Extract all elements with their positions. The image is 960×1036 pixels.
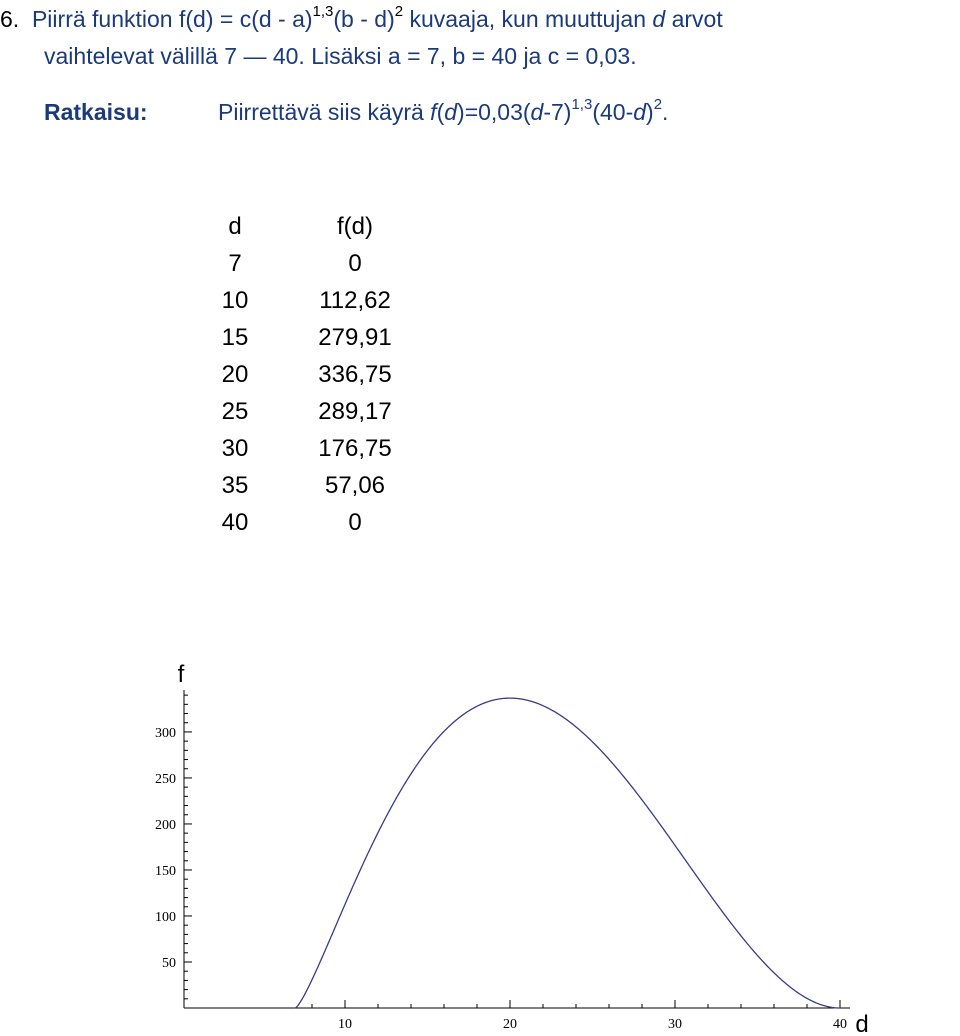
x-tick-label: 20 <box>503 1017 517 1032</box>
formula-d3: d <box>633 99 647 125</box>
cell-fd: 176,75 <box>318 435 392 462</box>
cell-d: 10 <box>221 287 249 314</box>
cell-d: 20 <box>221 361 249 388</box>
cell-fd: 279,91 <box>318 324 392 351</box>
problem-text-a: Piirrä funktion f(d) = c(d - a) <box>31 6 313 32</box>
formula-text-a: Piirrettävä siis käyrä <box>218 99 431 125</box>
solution-line <box>44 101 148 124</box>
cell-fd: 0 <box>348 509 362 536</box>
formula-exponent-2: 2 <box>653 96 663 113</box>
exponent-2: 2 <box>394 3 404 20</box>
formula-d1: d <box>444 99 458 125</box>
formula-exponent-1: 1,3 <box>571 96 593 113</box>
cell-d: 25 <box>221 398 249 425</box>
problem-line-1 <box>0 3 723 32</box>
function-curve <box>296 698 841 1008</box>
cell-d: 35 <box>221 472 249 499</box>
formula-f: f <box>430 99 437 125</box>
formula-text-i: . <box>662 99 669 125</box>
y-tick-label: 250 <box>155 771 176 787</box>
problem-text-b: (b - d) <box>333 6 395 32</box>
formula-text-b: ( <box>436 99 445 125</box>
cell-d: 30 <box>221 435 249 462</box>
cell-fd: 112,62 <box>319 287 391 314</box>
formula-text-c: )=0,03( <box>457 99 531 125</box>
cell-d: 40 <box>221 509 249 536</box>
cell-fd: 57,06 <box>324 472 386 499</box>
x-tick-label: 10 <box>338 1017 352 1032</box>
header-fd: f(d) <box>337 213 373 240</box>
formula-text-e: -7) <box>543 99 572 125</box>
formula-text-g: (40- <box>592 99 634 125</box>
formula-d2: d <box>530 99 544 125</box>
y-tick-label: 100 <box>155 909 176 925</box>
problem-text-d: arvot <box>665 6 723 32</box>
y-tick-label: 150 <box>155 863 176 879</box>
problem-text-c: kuvaaja, kun muuttujan <box>403 6 653 32</box>
cell-fd: 289,17 <box>318 398 392 425</box>
y-tick-label: 300 <box>155 725 176 741</box>
y-tick-label: 200 <box>155 817 176 833</box>
problem-variable: d <box>652 6 666 32</box>
cell-d: 15 <box>221 324 249 351</box>
x-tick-label: 40 <box>833 1017 847 1032</box>
header-d: d <box>228 213 242 240</box>
cell-d: 7 <box>228 250 242 277</box>
function-plot <box>0 640 960 1036</box>
cell-fd: 0 <box>348 250 362 277</box>
y-axis-label: f <box>177 661 185 688</box>
problem-line-2: vaihtelevat välillä 7 — 40. Lisäksi a = 7, b = 40 ja c = 0,03. <box>44 43 637 69</box>
formula-text-h: ) <box>646 99 654 125</box>
x-tick-label: 30 <box>668 1017 682 1032</box>
solution-formula <box>218 96 669 125</box>
solution-label: Ratkaisu: <box>44 99 148 125</box>
y-tick-label: 50 <box>162 955 176 971</box>
cell-fd: 336,75 <box>318 361 392 388</box>
x-axis-label: d <box>855 1011 869 1036</box>
exponent-1: 1,3 <box>312 3 334 20</box>
problem-number: 6. <box>0 6 20 32</box>
